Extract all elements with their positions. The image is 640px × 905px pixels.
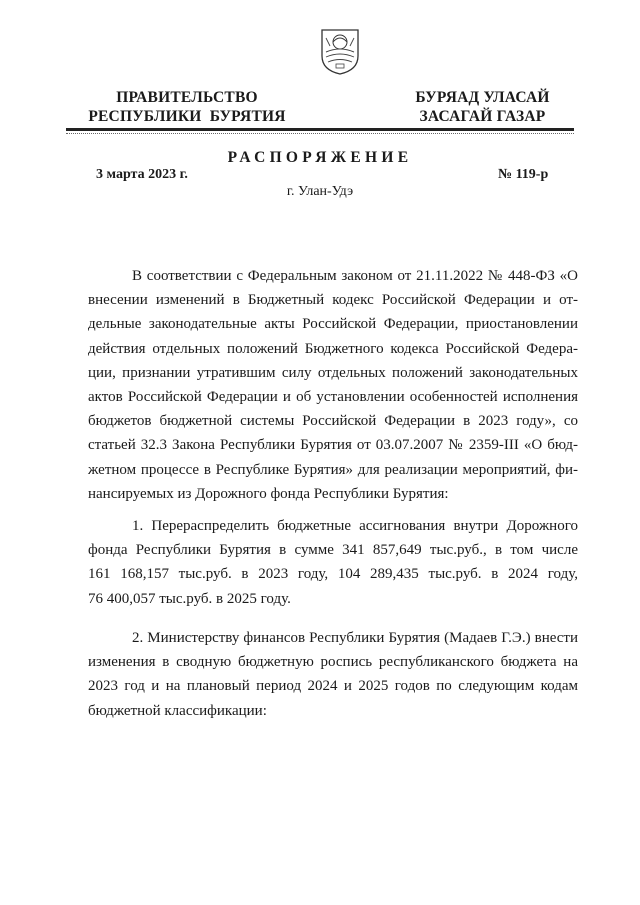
paragraph-preamble [88,264,578,506]
text-line: актов Российской Федерации и об установлении особенностей исполнения [88,389,578,406]
document-number: № 119-р [498,167,549,182]
paragraph-item-1 [88,514,578,611]
text-line: жетном процессе в Республике Бурятия» для реализации мероприятий, фи- [88,461,578,478]
government-name-russian [88,88,286,126]
text-line: нансируемых из Дорожного фонда Республики Бурятия: [88,485,449,502]
text-line: ции, признании утратившим силу отдельных положений законодательных [88,364,578,381]
text-line: 76 400,057 тыс.руб. в 2025 году. [88,590,291,607]
government-name-buryat [405,88,560,126]
text-line: фонда Республики Бурятия в сумме 341 857,649 тыс.руб., в том числе [88,542,578,559]
text-line: 161 168,157 тыс.руб. в 2023 году, 104 289,435 тыс.руб. в 2024 году, [88,566,578,583]
text-line: дельные законодательные акты Российской Федерации, приостановлении [88,316,578,333]
government-name-line: РЕСПУБЛИКИ БУРЯТИЯ [88,108,286,125]
text-line: изменения в сводную бюджетную роспись республиканского бюджета на [88,654,578,671]
header-divider-dotted [66,133,574,134]
text-line: В соответствии с Федеральным законом от 21.11.2022 № 448-ФЗ «О [132,268,578,284]
text-line: бюджетов бюджетной системы Российской Федерации в 2023 году», со [88,413,578,430]
text-line: 2023 год и на плановый период 2024 и 2025 годов по следующим кодам [88,678,578,695]
text-line: 2. Министерству финансов Республики Бурятия (Мадаев Г.Э.) внести [132,630,578,646]
document-title: РАСПОРЯЖЕНИЕ [227,149,413,166]
text-line: 1. Перераспределить бюджетные ассигнования внутри Дорожного [132,518,578,534]
government-name-line: БУРЯАД УЛАСАЙ [415,89,550,106]
document-date: 3 марта 2023 г. [96,167,188,182]
government-name-line: ЗАСАГАЙ ГАЗАР [419,108,546,125]
coat-of-arms-emblem-icon [318,26,362,76]
government-name-line: ПРАВИТЕЛЬСТВО [116,89,258,106]
paragraph-item-2 [88,626,578,723]
text-line: бюджетной классификации: [88,702,267,719]
text-line: внесении изменений в Бюджетный кодекс Российской Федерации и от- [88,292,578,309]
text-line: действия отдельных положений Бюджетного кодекса Российской Федера- [88,340,578,357]
header-divider-thick [66,128,574,131]
text-line: статьей 32.3 Закона Республики Бурятия от 03.07.2007 № 2359-III «О бюд- [88,437,578,454]
document-city: г. Улан-Удэ [286,184,354,199]
